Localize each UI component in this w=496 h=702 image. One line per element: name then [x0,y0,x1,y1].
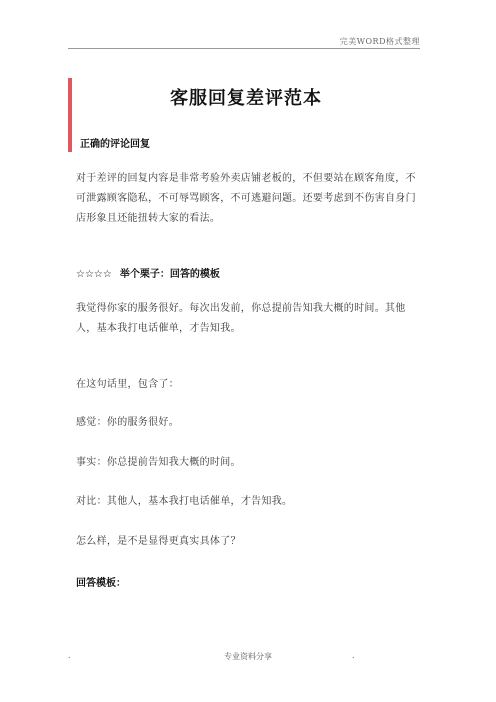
footer-right-mark: . [352,651,355,660]
example-heading-label: 举个栗子：回答的模板 [119,269,220,280]
document-title: 客服回复差评范本 [170,88,322,109]
example-line: 怎么样，是不是显得更真实具体了？ [76,536,241,547]
example-line: 感觉：你的服务很好。 [76,417,179,428]
page-header-text: 完美WORD格式整理 [339,37,420,46]
example-heading [76,265,220,280]
intro-paragraph: 对于差评的回复内容是非常考验外卖店铺老板的，不但要站在顾客角度，不可泄露顾客隐私，不可辱骂顾客，不可逃避问题。还要考虑到不伤害自身门店形象且还能扭转大家的看法。 [76,173,416,224]
example-paragraph: 我觉得你家的服务很好。每次出发前，你总提前告知我大概的时间。其他人，基本我打电话催单，才告知我。 [76,303,406,334]
example-line: 对比：其他人，基本我打电话催单，才告知我。 [76,496,293,507]
example-line: 在这句话里，包含了： [76,379,179,390]
star-rating-icon: ☆☆☆☆ [76,269,112,280]
footer-text: 专业资料分享 [224,652,272,661]
header-divider [68,48,420,49]
footer-left-mark: . [68,651,71,660]
template-heading: 回答模板： [76,578,126,589]
example-line: 事实：你总提前告知我大概的时间。 [76,457,241,468]
section-heading: 正确的评论回复 [80,139,150,150]
